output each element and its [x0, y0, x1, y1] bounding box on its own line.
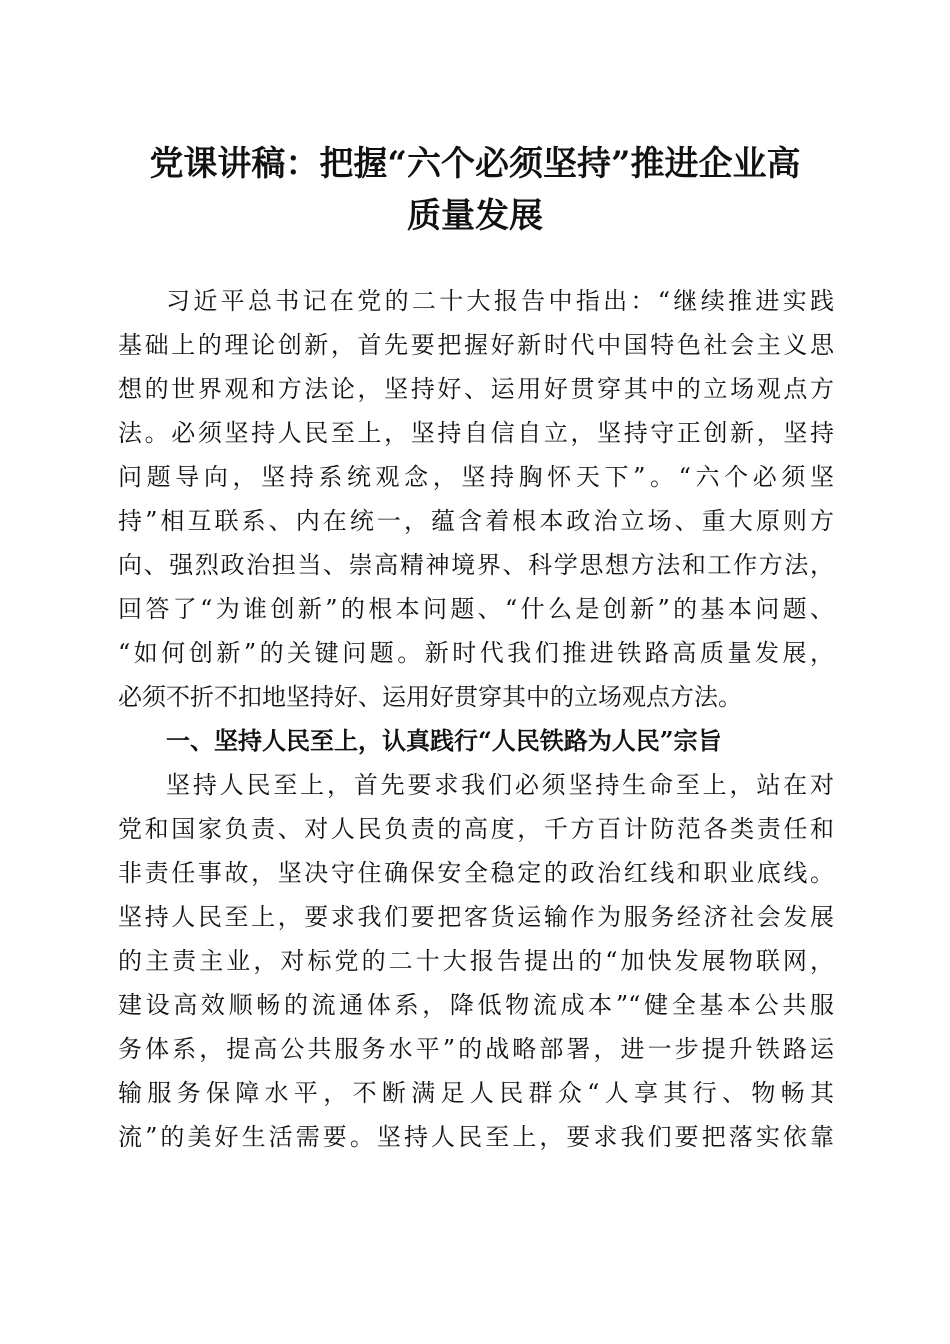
paragraph-section1: [118, 763, 834, 1159]
text-line: 法。必须坚持人民至上，坚持自信自立，坚持守正创新，坚持: [118, 419, 834, 447]
page-title: [100, 138, 850, 242]
text-line: 的主责主业，对标党的二十大报告提出的“加快发展物联网，: [118, 947, 834, 975]
text-line: 坚持人民至上，首先要求我们必须坚持生命至上，站在对: [166, 771, 834, 799]
text-line: 非责任事故，坚决守住确保安全稳定的政治红线和职业底线。: [118, 859, 834, 887]
title-line: 党课讲稿：把握“六个必须坚持”推进企业高: [149, 144, 801, 184]
text-line: 持”相互联系、内在统一，蕴含着根本政治立场、重大原则方: [118, 507, 834, 535]
text-line: 党和国家负责、对人民负责的高度，千方百计防范各类责任和: [118, 815, 834, 843]
section-heading: 一、坚持人民至上，认真践行“人民铁路为人民”宗旨: [166, 726, 722, 755]
text-line: 建设高效顺畅的流通体系，降低物流成本”“健全基本公共服: [118, 991, 834, 1019]
text-line: 想的世界观和方法论，坚持好、运用好贯穿其中的立场观点方: [118, 375, 834, 403]
text-line: 必须不折不扣地坚持好、运用好贯穿其中的立场观点方法。: [118, 683, 742, 711]
text-line: 习近平总书记在党的二十大报告中指出：“继续推进实践: [166, 287, 834, 315]
text-line: 坚持人民至上，要求我们要把客货运输作为服务经济社会发展: [118, 903, 834, 931]
document-body: [118, 279, 834, 1159]
text-line: “如何创新”的关键问题。新时代我们推进铁路高质量发展，: [118, 639, 834, 667]
text-line: 输服务保障水平，不断满足人民群众“人享其行、物畅其: [118, 1079, 834, 1107]
paragraph-intro: [118, 279, 834, 719]
title-line: 质量发展: [407, 196, 543, 236]
text-line: 回答了“为谁创新”的根本问题、“什么是创新”的基本问题、: [118, 595, 834, 623]
text-line: 向、强烈政治担当、崇高精神境界、科学思想方法和工作方法，: [118, 551, 834, 579]
text-line: 务体系，提高公共服务水平”的战略部署，进一步提升铁路运: [118, 1035, 834, 1063]
text-line: 问题导向，坚持系统观念，坚持胸怀天下”。“六个必须坚: [118, 463, 834, 491]
text-line: 流”的美好生活需要。坚持人民至上，要求我们要把落实依靠: [118, 1123, 834, 1151]
text-line: 基础上的理论创新，首先要把握好新时代中国特色社会主义思: [118, 331, 834, 359]
